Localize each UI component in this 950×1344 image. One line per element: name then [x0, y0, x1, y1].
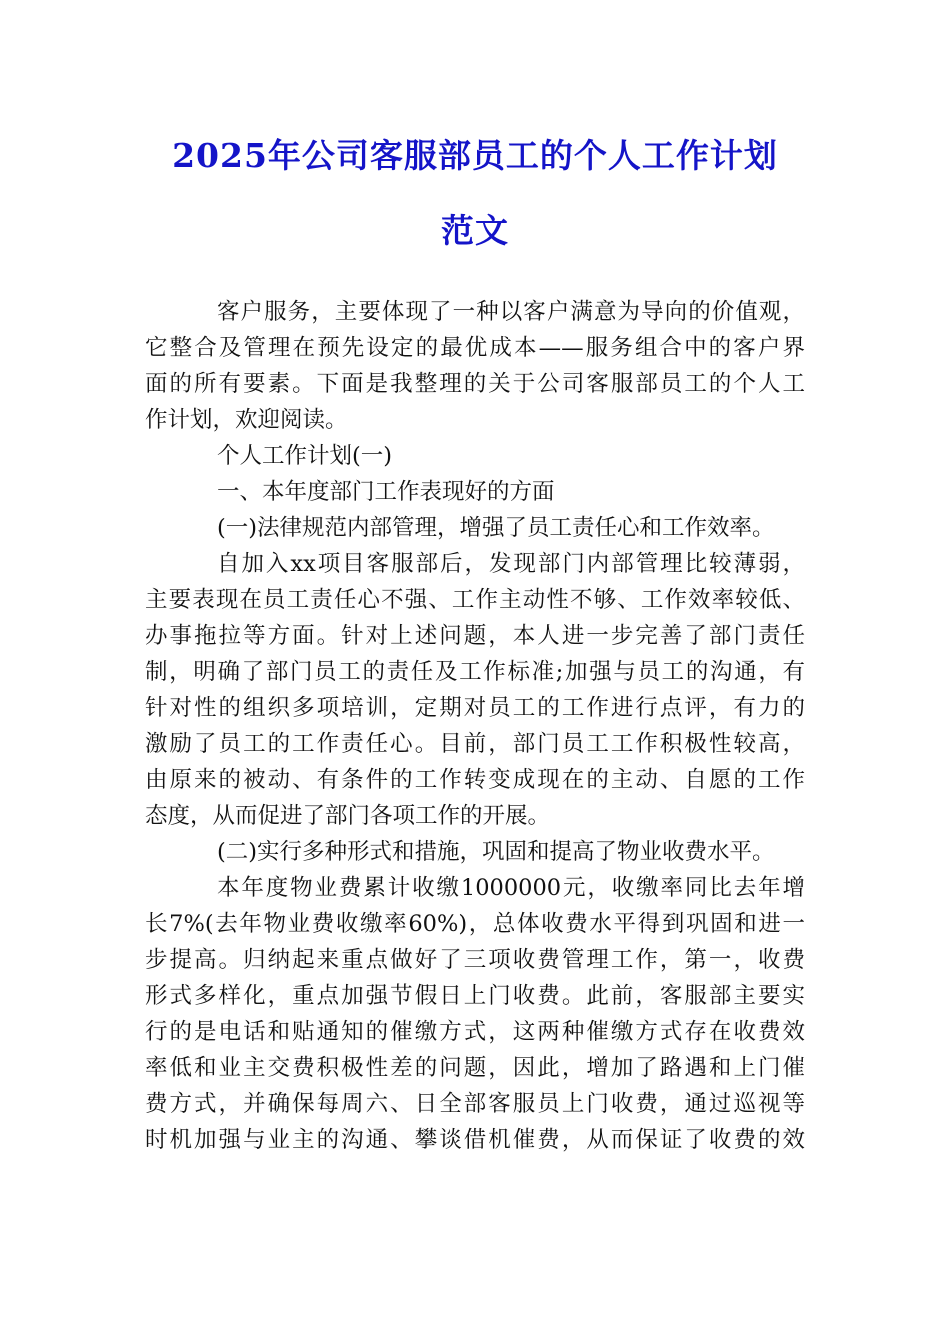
body-line: 形式多样化，重点加强节假日上门收费。此前，客服部主要实 [145, 983, 805, 1009]
body-line: 制，明确了部门员工的责任及工作标准;加强与员工的沟通，有 [145, 659, 805, 685]
body-line: 激励了员工的工作责任心。目前，部门员工工作积极性较高， [145, 731, 805, 757]
body-line: 时机加强与业主的沟通、攀谈借机催费，从而保证了收费的效 [145, 1127, 805, 1153]
body-line: 步提高。归纳起来重点做好了三项收费管理工作，第一，收费 [145, 947, 805, 973]
body-line: 由原来的被动、有条件的工作转变成现在的主动、自愿的工作 [145, 767, 805, 793]
body-line: 率低和业主交费积极性差的问题，因此，增加了路遇和上门催 [145, 1055, 805, 1081]
subsection-heading: (一)法律规范内部管理，增强了员工责任心和工作效率。 [217, 515, 775, 541]
body-line: 自加入xx项目客服部后，发现部门内部管理比较薄弱， [217, 551, 805, 577]
body-line: 作计划，欢迎阅读。 [145, 407, 348, 433]
body-line: 办事拖拉等方面。针对上述问题，本人进一步完善了部门责任 [145, 623, 805, 649]
subsection-heading: (二)实行多种形式和措施，巩固和提高了物业收费水平。 [217, 839, 775, 865]
document-title-line-2: 范文 [441, 211, 509, 250]
document-title-line-1: 2025年公司客服部员工的个人工作计划 [172, 136, 778, 175]
section-heading: 个人工作计划(一) [217, 443, 393, 469]
body-line: 行的是电话和贴通知的催缴方式，这两种催缴方式存在收费效 [145, 1019, 805, 1045]
body-line: 针对性的组织多项培训，定期对员工的工作进行点评，有力的 [145, 695, 805, 721]
body-line: 面的所有要素。下面是我整理的关于公司客服部员工的个人工 [145, 371, 805, 397]
body-line: 主要表现在员工责任心不强、工作主动性不够、工作效率较低、 [145, 587, 805, 613]
document-body [145, 294, 805, 1158]
body-line: 态度，从而促进了部门各项工作的开展。 [145, 803, 551, 829]
body-line: 费方式，并确保每周六、日全部客服员上门收费，通过巡视等 [145, 1091, 805, 1117]
section-heading: 一、本年度部门工作表现好的方面 [217, 479, 555, 505]
body-line: 本年度物业费累计收缴1000000元，收缴率同比去年增 [217, 875, 805, 901]
body-line: 它整合及管理在预先设定的最优成本——服务组合中的客户界 [145, 335, 805, 361]
body-line: 长7%(去年物业费收缴率60%)，总体收费水平得到巩固和进一 [145, 911, 805, 937]
body-line: 客户服务，主要体现了一种以客户满意为导向的价值观， [217, 299, 805, 325]
